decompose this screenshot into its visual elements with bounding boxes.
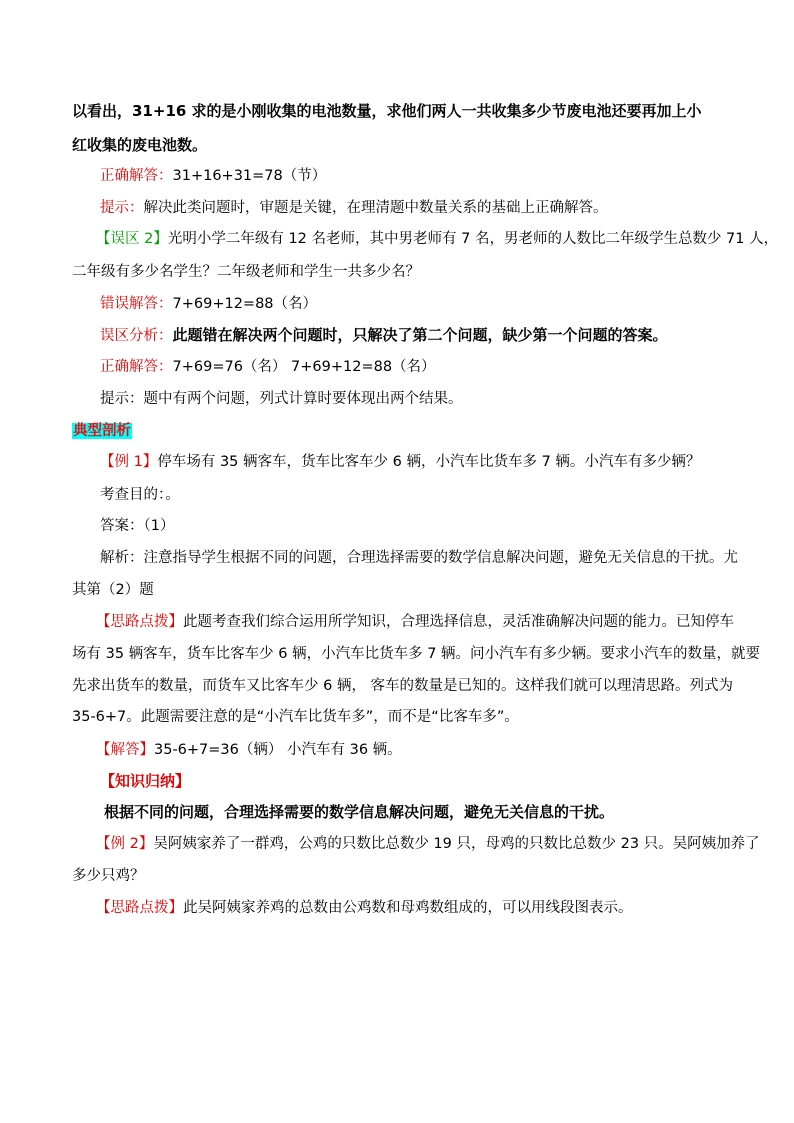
tip-text: 解决此类问题时，审题是关键，在理清题中数量关系的基础上正确解答。 — [143, 200, 608, 216]
example-1 — [100, 452, 700, 472]
example-2-line-2: 多少只鸡？ — [72, 868, 145, 884]
example-1-explain-1: 解析：注意指导学生根据不同的问题，合理选择需要的数学信息解决问题，避免无关信息的干扰。尤 — [100, 550, 738, 566]
example-2-label: 【例 2】 — [96, 836, 154, 852]
analysis-label: 误区分析： — [100, 328, 173, 344]
tip-1 — [100, 198, 608, 218]
correct-answer-text: 31+16+31=78（节） — [172, 168, 327, 184]
correct-answer-2 — [100, 357, 436, 377]
tip-2-label: 提示： — [100, 391, 144, 407]
example-1-label: 【例 1】 — [100, 454, 158, 470]
analysis-2 — [100, 325, 668, 346]
correct-answer-label: 正确解答： — [100, 168, 173, 184]
wrong-answer-label: 错误解答： — [100, 296, 173, 312]
error-2-line-2: 二年级有多少名学生？二年级老师和学生一共多少名？ — [72, 264, 420, 280]
thought-1-line-3: 先求出货车的数量，而货车又比客车少 6 辆， 客车的数量是已知的。这样我们就可以理清思路。列式为 — [72, 678, 734, 694]
summary-label: 【知识归纳】 — [100, 772, 191, 790]
intro-line-1: 以看出，31+16 求的是小刚收集的电池数量，求他们两人一共收集多少节废电池还要再加上小 — [72, 102, 702, 120]
section-heading — [72, 421, 132, 441]
example-2-line-1 — [96, 834, 760, 854]
intro-line-2: 红收集的废电池数。 — [72, 136, 208, 154]
tip-2-text: 题中有两个问题，列式计算时要体现出两个结果。 — [143, 391, 463, 407]
wrong-answer-2 — [100, 294, 317, 314]
analysis-text: 此题错在解决两个问题时，只解决了第二个问题，缺少第一个问题的答案。 — [172, 326, 668, 344]
correct-answer-2-text: 7+69=76（名） 7+69+12=88（名） — [172, 359, 436, 375]
summary-text: 根据不同的问题，合理选择需要的数学信息解决问题，避免无关信息的干扰。 — [104, 803, 615, 821]
error-2-text: 光明小学二年级有 12 名老师，其中男老师有 7 名，男老师的人数比二年级学生总数少 71 人， — [167, 231, 779, 247]
thought-2-label: 【思路点拨】 — [96, 900, 183, 916]
thought-2-text: 此吴阿姨家养鸡的总数由公鸡数和母鸡数组成的，可以用线段图表示。 — [183, 900, 633, 916]
thought-1-line-2: 场有 35 辆客车，货车比客车少 6 辆，小汽车比货车多 7 辆。问小汽车有多少辆。要求小汽车的数量，就要 — [72, 646, 761, 662]
thought-2 — [96, 898, 633, 918]
wrong-answer-text: 7+69+12=88（名） — [172, 296, 318, 312]
thought-1-label: 【思路点拨】 — [96, 614, 183, 630]
tip-label: 提示： — [100, 200, 144, 216]
example-1-answer: 答案：（1） — [100, 518, 175, 534]
tip-2 — [100, 389, 463, 409]
correct-answer-1 — [100, 166, 326, 186]
error-2-line-1 — [96, 229, 778, 249]
correct-answer-2-label: 正确解答： — [100, 359, 173, 375]
example-1-aim: 考查目的：。 — [100, 487, 180, 503]
example-2-text: 吴阿姨家养了一群鸡，公鸡的只数比总数少 19 只，母鸡的只数比总数少 23 只。吴阿姨加养了 — [153, 836, 760, 852]
solution-1 — [96, 740, 402, 760]
example-1-text: 停车场有 35 辆客车，货车比客车少 6 辆，小汽车比货车多 7 辆。小汽车有多少辆？ — [157, 454, 701, 470]
error-2-label: 【误区 2】 — [96, 231, 168, 247]
example-1-explain-2: 其第（2）题 — [72, 582, 154, 598]
thought-1-line-1 — [96, 612, 734, 632]
thought-1-line-4: 35-6+7。此题需要注意的是“小汽车比货车多”，而不是“比客车多”。 — [72, 709, 519, 725]
section-label: 典型剖析 — [73, 423, 131, 439]
thought-1-text: 此题考查我们综合运用所学知识，合理选择信息，灵活准确解决问题的能力。已知停车 — [183, 614, 734, 630]
solution-1-label: 【解答】 — [96, 742, 154, 758]
solution-1-text: 35-6+7=36（辆） 小汽车有 36 辆。 — [154, 742, 402, 758]
